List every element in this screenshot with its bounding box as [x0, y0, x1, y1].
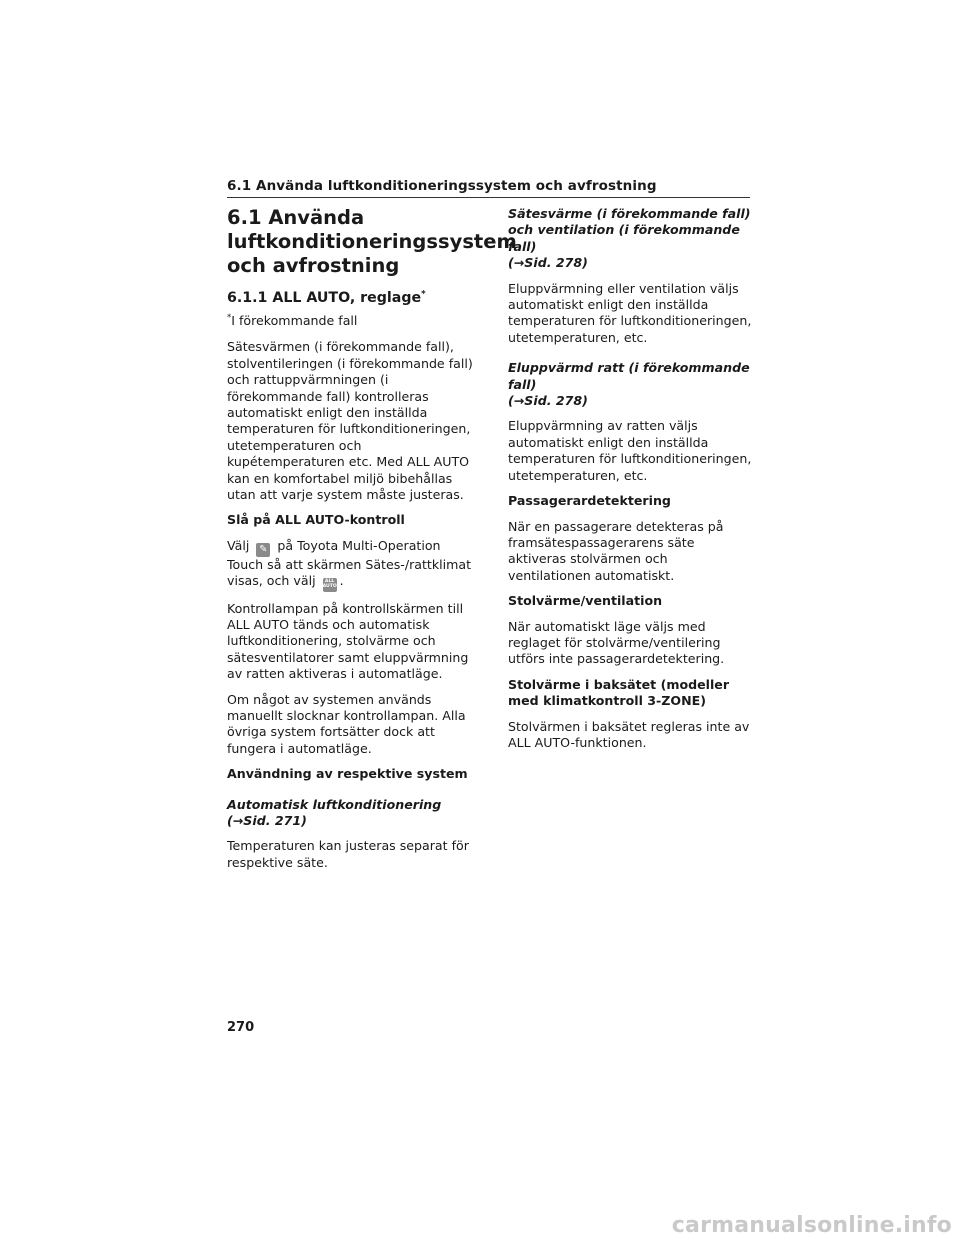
- intro-paragraph: Sätesvärmen (i förekommande fall), stolventileringen (i förekommande fall) och rattuppvärmningen (i förekommande fall) kontrolleras automatiskt enligt den inställda temperaturen för luftkonditioneringen, utetemperaturen och kupétemperaturen etc. Med ALL AUTO kan en komfortabel miljö bibehållas utan att varje system måste justeras.: [227, 339, 473, 503]
- heading-passenger-detection: Passagerardetektering: [508, 493, 671, 509]
- instruction-paragraph: Välj ✎ på Toyota Multi-Operation Touch så att skärmen Sätes-/rattklimat visas, och välj ALL AUTO .: [227, 538, 479, 592]
- seat-heating-paragraph: Eluppvärmning eller ventilation väljs automatiskt enligt den inställda temperaturen för luftkonditioneringen, utetemperaturen, etc.: [508, 280, 752, 345]
- manual-paragraph: Om något av systemen används manuellt slocknar kontrollampan. Alla övriga system fortsätter dock att fungera i automatläge.: [227, 691, 466, 756]
- footnote: *I förekommande fall: [227, 312, 358, 328]
- heading-rear-seat: Stolvärme i baksätet (modeller med klimatkontroll 3-ZONE): [508, 676, 730, 709]
- subsection-title: 6.1.1 ALL AUTO, reglage*: [227, 289, 426, 306]
- seat-vent-paragraph: När automatiskt läge väljs med reglaget för stolvärme/ventilering utförs inte passagerardetektering.: [508, 618, 725, 667]
- temperature-paragraph: Temperaturen kan justeras separat för respektive säte.: [227, 838, 469, 870]
- running-header: 6.1 Använda luftkonditioneringssystem och avfrostning: [227, 178, 750, 198]
- indicator-paragraph: Kontrollampan på kontrollskärmen till ALL AUTO tänds och automatisk luftkonditionering, stolvärme och sätesventilatorer samt eluppvärmning av ratten aktiveras i automatläge.: [227, 600, 469, 682]
- heated-wheel-paragraph: Eluppvärmning av ratten väljs automatiskt enligt den inställda temperaturen för luftkonditioneringen, utetemperaturen, etc.: [508, 418, 752, 483]
- rear-seat-paragraph: Stolvärmen i baksätet regleras inte av ALL AUTO-funktionen.: [508, 718, 750, 750]
- watermark: carmanualsonline.info: [671, 1213, 952, 1238]
- seat-climate-icon: ✎: [256, 543, 270, 557]
- right-column: [508, 206, 754, 760]
- heading-seat-vent: Stolvärme/ventilation: [508, 593, 663, 609]
- heading-all-auto-on: Slå på ALL AUTO-kontroll: [227, 512, 405, 528]
- footnote-marker: *: [421, 289, 426, 300]
- heading-usage: Användning av respektive system: [227, 766, 468, 782]
- heading-auto-ac: Automatisk luftkonditionering (→Sid. 271): [227, 796, 442, 829]
- heading-heated-wheel: Eluppvärmd ratt (i förekommande fall) (→Sid. 278): [508, 360, 750, 409]
- all-auto-icon: ALL AUTO: [323, 578, 337, 592]
- heading-seat-heating: Sätesvärme (i förekommande fall) och ventilation (i förekommande fall) (→Sid. 278): [508, 206, 751, 271]
- section-title: 6.1 Använda luftkonditioneringssystem och avfrostning: [227, 206, 517, 277]
- page-number: 270: [227, 1020, 255, 1035]
- passenger-detection-paragraph: När en passagerare detekteras på framsätespassagerarens säte aktiveras stolvärmen och ventilationen automatiskt.: [508, 518, 724, 583]
- left-column: [227, 206, 517, 880]
